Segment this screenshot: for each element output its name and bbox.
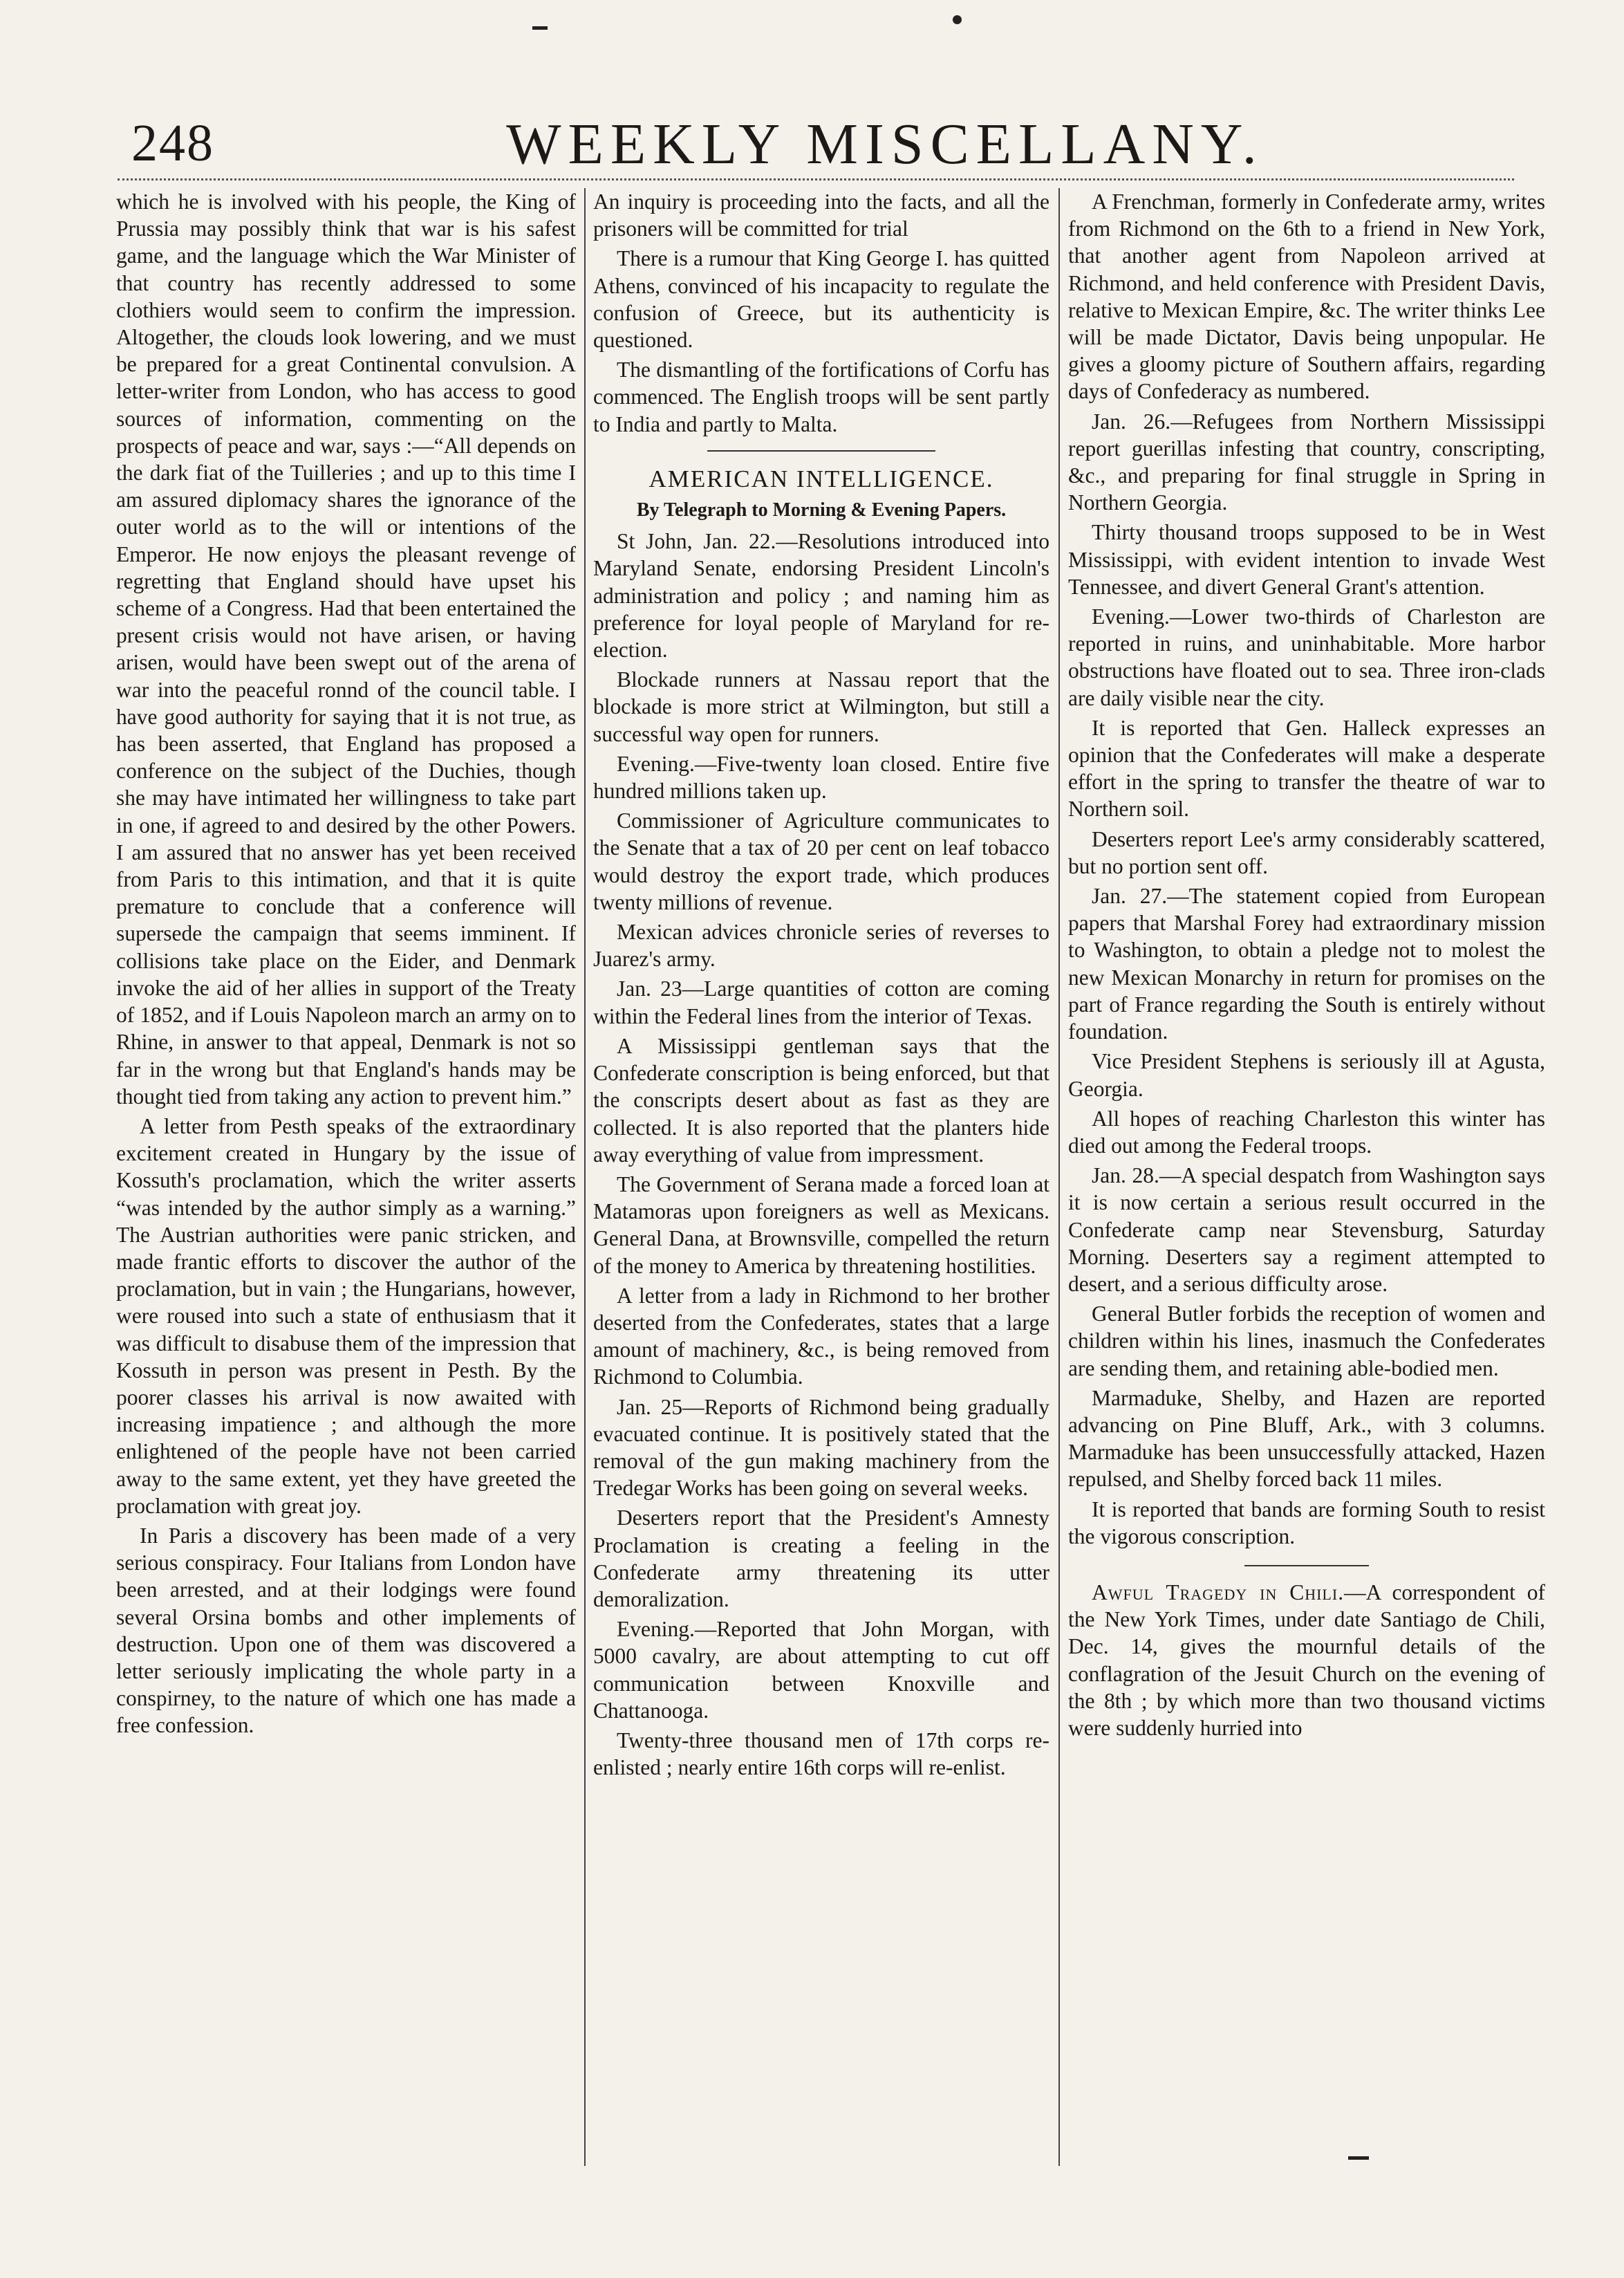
news-item: Jan. 28.—A special despatch from Washington says it is now certain a serious result occurred in the Confederate camp near Stevensburg, Saturday Morning. Deserters say a regiment attempted to desert, and a serious difficulty arose. [1068, 1163, 1545, 1296]
news-item: General Butler forbids the reception of women and children within his lines, inasmuch the Confederates are sending them, and retaining able-bodied men. [1068, 1302, 1545, 1380]
news-item: A letter from a lady in Richmond to her brother deserted from the Confederates, states that a large amount of machinery, &c., is being removed from Richmond to Columbia. [593, 1283, 1049, 1389]
column-1 [116, 188, 576, 2207]
news-item: Evening.—Reported that John Morgan, with 5000 cavalry, are about attempting to cut off communication between Knoxville and Chattanooga. [593, 1617, 1049, 1723]
article-paragraph [1068, 1579, 1545, 1741]
news-item: A Mississippi gentleman says that the Confederate conscription is being enforced, but that the conscripts desert about as fast as they are collected. It is also reported that the planters hide away everything of value from impressment. [593, 1033, 1049, 1167]
news-item: Jan. 27.—The statement copied from European papers that Marshal Forey had extraordinary mission to Washington, to obtain a pledge not to molest the new Mexican Monarchy in return for promises on the part of France regarding the South is entirely without foundation. [1068, 884, 1545, 1044]
news-item: Jan. 26.—Refugees from Northern Mississippi report guerillas infesting that country, conscripting, &c., and preparing for final struggle in Spring in Northern Georgia. [1068, 409, 1545, 515]
news-item: Jan. 25—Reports of Richmond being gradually evacuated continue. It is positively stated that the removal of the gun making machinery from the Tredegar Works has been going on several weeks. [593, 1394, 1049, 1501]
article-paragraph: A letter from Pesth speaks of the extraordinary excitement created in Hungary by the issue of Kossuth's proclamation, which the writer asserts “was intended by the author simply as a warning.” The Austrian authorities were panic stricken, and made frantic efforts to discover the author of the proclamation, but in vain ; the Hungarians, however, were roused into such a state of enthusiasm that it was difficult to disabuse them of the impression that Kossuth in person was present in Pesth. By the poorer classes his arrival is now awaited with increasing impatience ; and although the more enlightened of the people have not been carried away to the same extent, yet they have greeted the proclamation with great joy. [116, 1113, 576, 1518]
article-paragraph: The dismantling of the fortifications of Corfu has commenced. The English troops will be sent partly to India and partly to Malta. [593, 358, 1049, 436]
column-divider [1058, 188, 1060, 2166]
column-2 [593, 188, 1049, 2207]
section-subheading: By Telegraph to Morning & Evening Papers. [636, 499, 1007, 521]
article-paragraph: An inquiry is proceeding into the facts, and all the prisoners will be committed for trial [593, 189, 1049, 241]
article-separator [1244, 1565, 1369, 1566]
news-item: St John, Jan. 22.—Resolutions introduced into Maryland Senate, endorsing President Lincoln's administration and policy ; and naming him as preference for loyal people of Maryland for re-election. [593, 529, 1049, 663]
news-item: The Government of Serana made a forced loan at Matamoras upon foreigners as well as Mexicans. General Dana, at Brownsville, compelled the return of the money to America by threatening hostilities. [593, 1172, 1049, 1278]
section-separator [707, 450, 935, 452]
news-item: Twenty-three thousand men of 17th corps re-enlisted ; nearly entire 16th corps will re-enlist. [593, 1728, 1049, 1780]
print-speck [1348, 2156, 1369, 2160]
article-lead-title: Awful Tragedy in Chili. [1092, 1580, 1345, 1604]
news-item: Vice President Stephens is seriously ill at Agusta, Georgia. [1068, 1049, 1545, 1101]
section-heading: AMERICAN INTELLIGENCE. [648, 465, 994, 492]
news-item: It is reported that bands are forming South to resist the vigorous conscription. [1068, 1497, 1545, 1548]
news-item: A Frenchman, formerly in Confederate army, writes from Richmond on the 6th to a friend in New York, that another agent from Napoleon arrived at Richmond, and held conference with President Davis, relative to Mexican Empire, &c. The writer thinks Lee will be made Dictator, Davis being unpopular. He gives a gloomy picture of Southern affairs, regarding days of Confederacy as numbered. [1068, 189, 1545, 404]
news-item: Mexican advices chronicle series of reverses to Juarez's army. [593, 920, 1049, 972]
news-item: Deserters report Lee's army considerably scattered, but no portion sent off. [1068, 826, 1545, 878]
print-speck [532, 26, 548, 30]
article-lead-text: —A correspondent of the New York Times, under date Santiago de Chili, Dec. 14, gives the mournful details of the conflagration of the Jesuit Church on the evening of the 8th ; by which more than two thousand victims were suddenly hurried into [1068, 1580, 1545, 1740]
header-rule [118, 178, 1514, 180]
news-item: Marmaduke, Shelby, and Hazen are reported advancing on Pine Bluff, Ark., with 3 columns. Marmaduke has been unsuccessfully attacked, Hazen repulsed, and Shelby forced back 11 miles. [1068, 1385, 1545, 1492]
masthead-title: WEEKLY MISCELLANY. [506, 112, 1264, 176]
news-item: Evening.—Lower two-thirds of Charleston are reported in ruins, and uninhabitable. More harbor obstructions have floated out to sea. Three iron-clads are daily visible near the city. [1068, 604, 1545, 710]
article-paragraph: which he is involved with his people, the King of Prussia may possibly think that war is his safest game, and the language which the War Minister of that country has recently addressed to some clothiers would seem to confirm the impression. Altogether, the clouds look lowering, and we must be prepared for a great Continental convulsion. A letter-writer from London, who has access to good sources of information, commenting on the prospects of peace and war, says :—“All depends on the dark fiat of the Tuilleries ; and up to this time I am assured diplomacy shares the ignorance of the outer world as to the will or intentions of the Emperor. He now enjoys the pleasant revenge of regretting that England should have upset his scheme of a Congress. Had that been entertained the present crisis would not have arisen, or having arisen, would have been swept out of the arena of war into the peaceful ronnd of the council table. I have good authority for saying that it is not true, as has been asserted, that England has proposed a conference on the subject of the Duchies, though she may have intimated her willingness to take part in one, if agreed to and desired by the other Powers. I am assured that no answer has yet been received from Paris to this intimation, and that it is quite premature to conclude that a conference will supersede the campaign that seems imminent. If collisions take place on the Eider, and Denmark invoke the aid of her allies in support of the Treaty of 1852, and if Louis Napoleon march an army on to Rhine, in answer to that appeal, Denmark is not so far in the wrong but that England's hands may be thought tied from taking any action to prevent him.” [116, 189, 576, 1109]
article-paragraph: In Paris a discovery has been made of a very serious conspiracy. Four Italians from London have been arrested, and at their lodgings were found several Orsina bombs and other implements of destruction. Upon one of them was discovered a letter seriously implicating the whole party in a conspirney, to the nature of which one has made a free confession. [116, 1523, 576, 1738]
column-3 [1068, 188, 1545, 2207]
news-item: Evening.—Five-twenty loan closed. Entire five hundred millions taken up. [593, 751, 1049, 804]
news-item: All hopes of reaching Charleston this winter has died out among the Federal troops. [1068, 1106, 1545, 1158]
page-header [118, 111, 1542, 180]
page-number: 248 [131, 114, 214, 172]
news-item: Commissioner of Agriculture communicates to the Senate that a tax of 20 per cent on leaf tobacco would destroy the export trade, which produces twenty millions of revenue. [593, 808, 1049, 914]
article-paragraph: There is a rumour that King George I. has quitted Athens, convinced of his incapacity to regulate the confusion of Greece, but its authenticity is questioned. [593, 246, 1049, 353]
news-item: Blockade runners at Nassau report that the blockade is more strict at Wilmington, but still a successful way open for runners. [593, 667, 1049, 746]
news-item: Thirty thousand troops supposed to be in West Mississippi, with evident intention to invade West Tennessee, and divert General Grant's attention. [1068, 520, 1545, 599]
print-speck [953, 15, 962, 24]
news-item: It is reported that Gen. Halleck expresses an opinion that the Confederates will make a desperate effort in the spring to transfer the theatre of war to Northern soil. [1068, 715, 1545, 822]
column-divider [584, 188, 586, 2166]
news-item: Jan. 23—Large quantities of cotton are coming within the Federal lines from the interior of Texas. [593, 976, 1049, 1028]
news-item: Deserters report that the President's Amnesty Proclamation is creating a feeling in the Confederate army threatening its utter demoralization. [593, 1506, 1049, 1611]
